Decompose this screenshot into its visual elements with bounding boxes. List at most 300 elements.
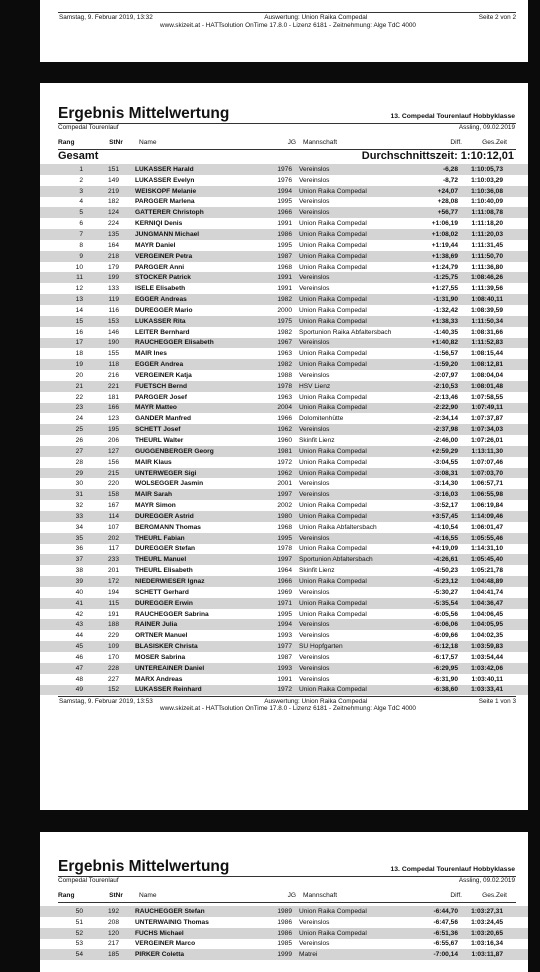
start-number: 120	[107, 929, 119, 937]
start-number: 172	[107, 577, 119, 585]
rank: 22	[75, 393, 83, 401]
rank: 4	[79, 198, 83, 206]
rank: 13	[75, 296, 83, 304]
birth-year: 2000	[277, 306, 292, 314]
rank: 45	[75, 643, 83, 651]
birth-year: 1975	[277, 317, 292, 325]
meta-row	[40, 124, 528, 131]
start-number: 179	[107, 263, 119, 271]
time-diff: +24,07	[437, 187, 458, 195]
table-row	[40, 939, 528, 950]
start-number: 170	[107, 653, 119, 661]
rank: 9	[79, 252, 83, 260]
rank: 24	[75, 415, 83, 423]
rank: 35	[75, 534, 83, 542]
birth-year: 1966	[277, 209, 292, 217]
time-diff: -3:08,31	[433, 469, 458, 477]
team: Union Raika Compedal	[299, 545, 367, 553]
start-number: 191	[107, 610, 119, 618]
athlete-name: PARGGER Josef	[135, 393, 187, 401]
table-row	[40, 576, 528, 587]
birth-year: 1985	[277, 940, 292, 948]
table-row	[40, 229, 528, 240]
start-number: 224	[107, 220, 119, 228]
page-title: Ergebnis Mittelwertung	[58, 105, 230, 122]
table-row	[40, 283, 528, 294]
start-number: 220	[107, 480, 119, 488]
start-number: 152	[107, 686, 119, 694]
rank: 28	[75, 458, 83, 466]
rank: 3	[79, 187, 83, 195]
team: Vereinslos	[299, 274, 330, 282]
athlete-name: SCHETT Gerhard	[135, 588, 189, 596]
total-time: 1:11:36,80	[471, 263, 503, 271]
team: Vereinslos	[299, 918, 330, 926]
footer-software: www.skizeit.at - HATTsolution OnTime 17.8.0 - Lizenz 6181 - Zeitnehmung: Alge TdC 4000	[160, 705, 416, 713]
table-header	[40, 888, 528, 902]
table-row	[40, 370, 528, 381]
birth-year: 1987	[277, 653, 292, 661]
rank: 29	[75, 469, 83, 477]
athlete-name: MOSER Sabrina	[135, 653, 186, 661]
col-diff: Diff.	[450, 138, 462, 146]
athlete-name: MAIR Klaus	[135, 458, 172, 466]
start-number: 124	[107, 209, 119, 217]
time-diff: -6:05,56	[433, 610, 458, 618]
meta-row	[40, 877, 528, 884]
birth-year: 1982	[277, 328, 292, 336]
start-number: 206	[107, 437, 119, 445]
time-diff: -1:32,42	[433, 306, 458, 314]
birth-year: 1991	[277, 274, 292, 282]
start-number: 215	[107, 469, 119, 477]
total-time: 1:08:15,44	[471, 350, 503, 358]
table-row	[40, 457, 528, 468]
start-number: 151	[107, 165, 119, 173]
athlete-name: DUREGGER Astrid	[135, 512, 194, 520]
team: Vereinslos	[299, 621, 330, 629]
rank: 37	[75, 556, 83, 564]
team: Union Raika Compedal	[299, 458, 367, 466]
rank: 25	[75, 426, 83, 434]
col-ges: Ges.Zeit	[482, 138, 507, 146]
time-diff: -7:00,14	[433, 951, 458, 959]
table-row	[40, 511, 528, 522]
rank: 26	[75, 437, 83, 445]
birth-year: 1977	[277, 643, 292, 651]
footer-eval: Auswertung: Union Raika Compedal	[264, 698, 368, 706]
total-time: 1:07:49,11	[471, 404, 503, 412]
col-team: Mannschaft	[303, 891, 338, 899]
table-row	[40, 674, 528, 685]
birth-year: 1997	[277, 556, 292, 564]
birth-year: 1999	[277, 951, 292, 959]
total-time: 1:08:46,26	[471, 274, 503, 282]
organizer: Compedal Tourenlauf	[58, 877, 119, 884]
athlete-name: GATTERER Christoph	[135, 209, 204, 217]
athlete-name: VERGEINER Marco	[135, 940, 196, 948]
rank: 21	[75, 382, 83, 390]
birth-year: 1976	[277, 165, 292, 173]
total-time: 1:14:31,10	[471, 545, 503, 553]
time-diff: -5:35,54	[433, 599, 458, 607]
start-number: 192	[107, 907, 119, 915]
team: Union Raika Compedal	[299, 929, 367, 937]
athlete-name: UNTERWEGER Sigi	[135, 469, 197, 477]
time-diff: -6:51,36	[433, 929, 458, 937]
team: Union Raika Compedal	[299, 686, 367, 694]
time-diff: -2:46,00	[433, 437, 458, 445]
time-diff: -6:55,67	[433, 940, 458, 948]
page-header	[40, 105, 528, 123]
total-time: 1:11:50,70	[471, 252, 503, 260]
time-diff: -4:50,23	[433, 567, 458, 575]
team: Vereinslos	[299, 371, 330, 379]
table-row	[40, 489, 528, 500]
table-row	[40, 327, 528, 338]
birth-year: 1995	[277, 534, 292, 542]
athlete-name: MAYR Simon	[135, 502, 176, 510]
time-diff: -1:40,35	[433, 328, 458, 336]
rank: 50	[75, 907, 83, 915]
rank: 12	[75, 285, 83, 293]
table-row	[40, 949, 528, 960]
table-row	[40, 663, 528, 674]
table-header	[40, 135, 528, 149]
total-time: 1:04:02,35	[471, 632, 503, 640]
start-number: 109	[107, 643, 119, 651]
time-diff: -1:59,20	[433, 361, 458, 369]
time-diff: +2:59,29	[431, 447, 458, 455]
rank: 42	[75, 610, 83, 618]
time-diff: +1:27,55	[431, 285, 458, 293]
col-name: Name	[139, 891, 157, 899]
athlete-name: LEITER Bernhard	[135, 328, 190, 336]
athlete-name: KERNIQI Denis	[135, 220, 183, 228]
athlete-name: DUREGGER Stefan	[135, 545, 196, 553]
team: SU Hopfgarten	[299, 643, 343, 651]
time-diff: -3:14,30	[433, 480, 458, 488]
rank: 31	[75, 491, 83, 499]
total-time: 1:05:45,40	[471, 556, 503, 564]
athlete-name: GUGGENBERGER Georg	[135, 447, 214, 455]
total-time: 1:11:31,45	[471, 241, 503, 249]
athlete-name: JUNGMANN Michael	[135, 230, 200, 238]
athlete-name: RAUCHEGGER Stefan	[135, 907, 205, 915]
time-diff: +56,77	[437, 209, 458, 217]
table-row	[40, 619, 528, 630]
rank: 17	[75, 339, 83, 347]
birth-year: 1960	[277, 437, 292, 445]
next-page	[40, 832, 528, 972]
time-diff: -2:37,98	[433, 426, 458, 434]
time-diff: -2:34,14	[433, 415, 458, 423]
time-diff: +1:24,79	[431, 263, 458, 271]
time-diff: +1:38,69	[431, 252, 458, 260]
rank: 47	[75, 664, 83, 672]
table-row	[40, 413, 528, 424]
organizer: Compedal Tourenlauf	[58, 124, 119, 131]
birth-year: 1993	[277, 632, 292, 640]
rank: 41	[75, 599, 83, 607]
athlete-name: THEURL Manuel	[135, 556, 187, 564]
col-stnr: StNr	[109, 891, 123, 899]
table-row	[40, 500, 528, 511]
total-time: 1:03:59,83	[471, 643, 503, 651]
start-number: 123	[107, 415, 119, 423]
birth-year: 1962	[277, 469, 292, 477]
team: Union Raika Compedal	[299, 502, 367, 510]
athlete-name: ISELE Elisabeth	[135, 285, 186, 293]
athlete-name: NIEDERWIESER Ignaz	[135, 577, 205, 585]
total-time: 1:05:55,46	[471, 534, 503, 542]
start-number: 229	[107, 632, 119, 640]
table-row	[40, 218, 528, 229]
total-time: 1:13:11,30	[471, 447, 503, 455]
total-time: 1:03:24,45	[471, 918, 503, 926]
rank: 27	[75, 447, 83, 455]
athlete-name: RAINER Julia	[135, 621, 178, 629]
table-row	[40, 544, 528, 555]
birth-year: 1994	[277, 187, 292, 195]
table-row	[40, 186, 528, 197]
total-time: 1:08:39,59	[471, 306, 503, 314]
event-title: 13. Compedal Tourenlauf Hobbyklasse	[390, 866, 515, 873]
category-label: Gesamt	[58, 150, 99, 162]
team: Union Raika Compedal	[299, 241, 367, 249]
athlete-name: THEURL Fabian	[135, 534, 185, 542]
table-row	[40, 641, 528, 652]
time-diff: -1:31,90	[433, 296, 458, 304]
total-time: 1:11:50,34	[471, 317, 503, 325]
birth-year: 1963	[277, 393, 292, 401]
table-row	[40, 446, 528, 457]
rank: 5	[79, 209, 83, 217]
team: Vereinslos	[299, 632, 330, 640]
team: Skinfit Lienz	[299, 437, 335, 445]
footer-software: www.skizeit.at - HATTsolution OnTime 17.8.0 - Lizenz 6181 - Zeitnehmung: Alge TdC 4000	[160, 21, 416, 29]
time-diff: +1:38,33	[431, 317, 458, 325]
birth-year: 1988	[277, 371, 292, 379]
birth-year: 1964	[277, 567, 292, 575]
start-number: 116	[108, 306, 119, 314]
table-row	[40, 359, 528, 370]
team: Vereinslos	[299, 198, 330, 206]
athlete-name: BLASISKER Christa	[135, 643, 198, 651]
start-number: 185	[107, 951, 119, 959]
table-row	[40, 240, 528, 251]
team: Union Raika Compedal	[299, 361, 367, 369]
athlete-name: MARX Andreas	[135, 675, 183, 683]
results-table	[40, 164, 528, 695]
athlete-name: MAIR Sarah	[135, 491, 173, 499]
time-diff: -6:12,18	[433, 643, 458, 651]
time-diff: +4:19,09	[431, 545, 458, 553]
total-time: 1:10:36,08	[471, 187, 503, 195]
start-number: 218	[107, 252, 119, 260]
total-time: 1:04:06,45	[471, 610, 503, 618]
total-time: 1:14:09,46	[471, 512, 503, 520]
team: Sportunion Abfaltersbach	[299, 556, 373, 564]
athlete-name: UNTEREAINER Daniel	[135, 664, 205, 672]
birth-year: 1994	[277, 621, 292, 629]
athlete-name: PIRKER Coletta	[135, 951, 185, 959]
table-row	[40, 928, 528, 939]
table-row	[40, 652, 528, 663]
team: Vereinslos	[299, 534, 330, 542]
birth-year: 1968	[277, 523, 292, 531]
rank: 2	[79, 176, 83, 184]
athlete-name: UNTERWAINIG Thomas	[135, 918, 209, 926]
start-number: 117	[108, 545, 119, 553]
time-diff: -5:23,12	[433, 577, 458, 585]
time-diff: -3:04,55	[433, 458, 458, 466]
time-diff: +3:57,45	[431, 512, 458, 520]
athlete-name: EGGER Andrea	[135, 361, 184, 369]
team: Union Raika Compedal	[299, 220, 367, 228]
birth-year: 1993	[277, 664, 292, 672]
birth-year: 1982	[277, 361, 292, 369]
start-number: 119	[108, 296, 119, 304]
start-number: 195	[107, 426, 119, 434]
athlete-name: MAYR Daniel	[135, 241, 176, 249]
start-number: 118	[108, 361, 119, 369]
total-time: 1:08:12,81	[471, 361, 503, 369]
total-time: 1:03:16,34	[471, 940, 503, 948]
table-row	[40, 338, 528, 349]
time-diff: -2:13,46	[433, 393, 458, 401]
team: Vereinslos	[299, 940, 330, 948]
time-diff: -6,28	[442, 165, 458, 173]
table-row	[40, 175, 528, 186]
start-number: 202	[107, 534, 119, 542]
start-number: 219	[107, 187, 119, 195]
rank: 38	[75, 567, 83, 575]
rank: 10	[75, 263, 83, 271]
rank: 34	[75, 523, 83, 531]
table-row	[40, 207, 528, 218]
birth-year: 1978	[277, 382, 292, 390]
athlete-name: THEURL Elisabeth	[135, 567, 193, 575]
total-time: 1:10:05,73	[471, 165, 503, 173]
birth-year: 1989	[277, 907, 292, 915]
team: Vereinslos	[299, 165, 330, 173]
team: Dolomitenhütte	[299, 415, 344, 423]
col-team: Mannschaft	[303, 138, 338, 146]
start-number: 149	[107, 176, 119, 184]
table-row	[40, 197, 528, 208]
athlete-name: RAUCHEGGER Elisabeth	[135, 339, 214, 347]
team: Union Raika Compedal	[299, 447, 367, 455]
birth-year: 2004	[277, 404, 292, 412]
birth-year: 1978	[277, 545, 292, 553]
start-number: 127	[107, 447, 119, 455]
time-diff: +1:08,02	[431, 230, 458, 238]
table-row	[40, 554, 528, 565]
total-time: 1:06:19,84	[471, 502, 503, 510]
team: HSV Lienz	[299, 382, 331, 390]
table-row	[40, 630, 528, 641]
birth-year: 1972	[277, 458, 292, 466]
athlete-name: THEURL Walter	[135, 437, 184, 445]
col-diff: Diff.	[450, 891, 462, 899]
team: Union Raika Compedal	[299, 393, 367, 401]
col-stnr: StNr	[109, 138, 123, 146]
athlete-name: EGGER Andreas	[135, 296, 187, 304]
place-date: Assling, 09.02.2019	[458, 877, 515, 884]
team: Matrei	[299, 951, 318, 959]
team: Vereinslos	[299, 491, 330, 499]
time-diff: +1:19,44	[431, 241, 458, 249]
birth-year: 1991	[277, 220, 292, 228]
rank: 40	[75, 588, 83, 596]
team: Vereinslos	[299, 285, 330, 293]
total-time: 1:03:42,06	[471, 664, 503, 672]
time-diff: -6:47,56	[433, 918, 458, 926]
birth-year: 1972	[277, 686, 292, 694]
table-row	[40, 587, 528, 598]
col-rang: Rang	[58, 138, 75, 146]
time-diff: -3:52,17	[433, 502, 458, 510]
table-row	[40, 906, 528, 917]
total-time: 1:04:41,74	[471, 588, 503, 596]
rank: 1	[79, 165, 83, 173]
table-row	[40, 348, 528, 359]
birth-year: 1963	[277, 350, 292, 358]
table-row	[40, 272, 528, 283]
start-number: 135	[107, 230, 119, 238]
start-number: 158	[107, 491, 119, 499]
col-rang: Rang	[58, 891, 75, 899]
event-title: 13. Compedal Tourenlauf Hobbyklasse	[390, 113, 515, 120]
average-time: Durchschnittszeit: 1:10:12,01	[361, 150, 514, 162]
rank: 16	[75, 328, 83, 336]
category-row	[40, 150, 528, 162]
start-number: 166	[107, 404, 119, 412]
birth-year: 1980	[277, 512, 292, 520]
start-number: 155	[107, 350, 119, 358]
results-table	[40, 906, 528, 960]
team: Skinfit Lienz	[299, 567, 335, 575]
total-time: 1:11:18,20	[471, 220, 503, 228]
team: Union Raika Compedal	[299, 577, 367, 585]
team: Union Raika Abfaltersbach	[299, 523, 377, 531]
time-diff: -1:56,57	[433, 350, 458, 358]
total-time: 1:11:08,78	[471, 209, 503, 217]
total-time: 1:06:55,98	[471, 491, 503, 499]
time-diff: -6:44,70	[433, 907, 458, 915]
team: Sportunion Raika Abfaltersbach	[299, 328, 392, 336]
page-title: Ergebnis Mittelwertung	[58, 858, 230, 875]
total-time: 1:11:20,03	[471, 230, 503, 238]
team: Union Raika Compedal	[299, 512, 367, 520]
team: Vereinslos	[299, 339, 330, 347]
athlete-name: VERGEINER Petra	[135, 252, 193, 260]
table-row	[40, 598, 528, 609]
total-time: 1:07:37,87	[471, 415, 503, 423]
team: Union Raika Compedal	[299, 252, 367, 260]
total-time: 1:03:20,65	[471, 929, 503, 937]
birth-year: 1982	[277, 296, 292, 304]
birth-year: 1997	[277, 491, 292, 499]
table-row	[40, 392, 528, 403]
athlete-name: FUCHS Michael	[135, 929, 184, 937]
start-number: 227	[107, 675, 119, 683]
total-time: 1:11:52,83	[471, 339, 503, 347]
athlete-name: PARGGER Marlena	[135, 198, 195, 206]
total-time: 1:06:01,47	[471, 523, 503, 531]
total-time: 1:06:57,71	[471, 480, 503, 488]
